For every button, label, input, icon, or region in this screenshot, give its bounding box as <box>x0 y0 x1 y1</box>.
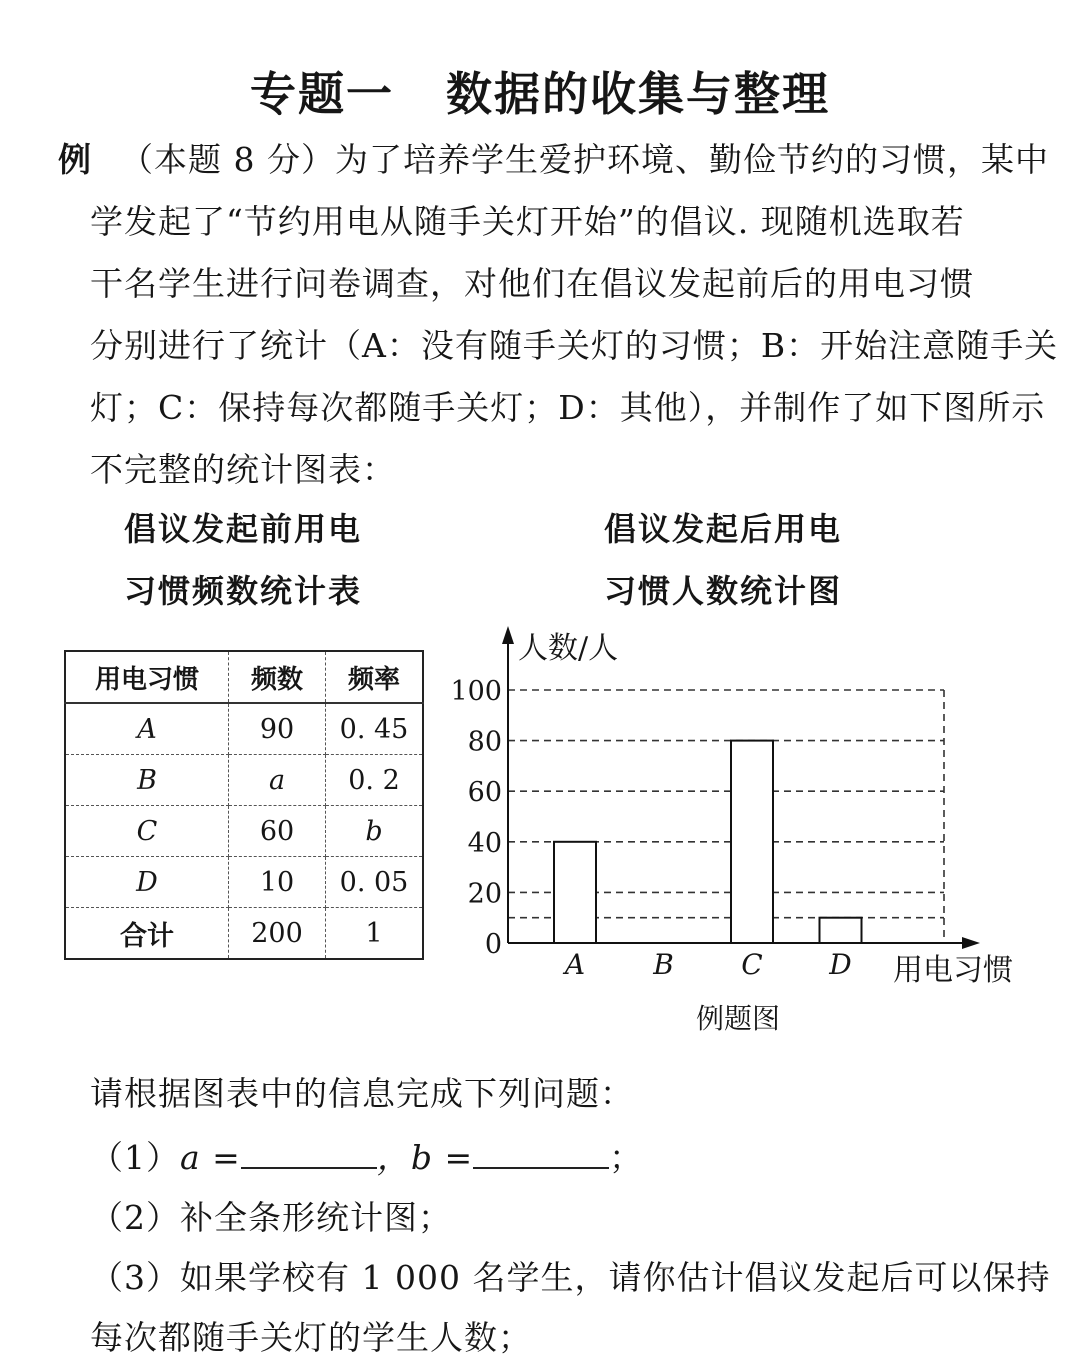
question-3-line-1: （3）如果学校有 1 000 名学生，请你估计倡议发起后可以保持 <box>90 1258 1051 1297</box>
chart-figure-caption: 例题图 <box>695 1002 781 1035</box>
example-line-4: 分别进行了统计（A：没有随手关灯的习惯；B：开始注意随手关 <box>90 326 1059 365</box>
example-label: 例 <box>58 140 92 179</box>
example-line-2: 学发起了“节约用电从随手关灯开始”的倡议. 现随机选取若 <box>90 202 965 241</box>
example-line-5: 灯；C：保持每次都随手关灯；D：其他），并制作了如下图所示 <box>90 388 1046 427</box>
bar-A <box>554 842 596 943</box>
table-cell: 90 <box>229 703 326 755</box>
table-header-cell: 频率 <box>326 651 424 703</box>
table-cell: b <box>326 806 424 857</box>
y-tick-label: 80 <box>467 726 502 758</box>
question-1 <box>90 1132 643 1179</box>
answer-blank-b[interactable] <box>473 1139 609 1169</box>
bar-C <box>731 741 773 943</box>
question-1-a-label: a = <box>180 1138 241 1177</box>
example-line-3: 干名学生进行问卷调查，对他们在倡议发起前后的用电习惯 <box>90 264 974 303</box>
x-tick-label: D <box>829 948 852 981</box>
table-cell: C <box>65 806 229 857</box>
question-1-number: （1） <box>90 1138 180 1177</box>
question-1-b-label: ，b = <box>376 1138 474 1177</box>
x-tick-label: B <box>653 948 674 981</box>
x-axis-label: 用电习惯 <box>893 953 1013 988</box>
x-tick-label: A <box>564 948 586 981</box>
table-cell: 1 <box>326 908 424 960</box>
questions-intro: 请根据图表中的信息完成下列问题： <box>90 1074 634 1113</box>
y-tick-label: 60 <box>467 777 502 809</box>
question-3-line-2: 每次都随手关灯的学生人数； <box>90 1318 532 1357</box>
table-caption-line-2: 习惯频数统计表 <box>124 572 363 610</box>
page-title: 专题一 数据的收集与整理 <box>249 67 830 121</box>
table-cell: 0. 2 <box>326 755 424 806</box>
example-line-1: （本题 8 分）为了培养学生爱护环境、勤俭节约的习惯，某中 <box>120 140 1049 179</box>
table-cell: A <box>65 703 229 755</box>
table-cell: 10 <box>229 857 326 908</box>
table-cell: 200 <box>229 908 326 960</box>
chart-caption-line-2: 习惯人数统计图 <box>604 572 843 610</box>
y-tick-label: 20 <box>467 878 502 910</box>
table-header-cell: 用电习惯 <box>65 651 229 703</box>
table-caption-line-1: 倡议发起前用电 <box>124 510 363 548</box>
table-cell: a <box>229 755 326 806</box>
bar-D <box>820 918 862 943</box>
table-header-cell: 频数 <box>229 651 326 703</box>
x-tick-label: C <box>741 948 763 981</box>
y-tick-label: 100 <box>450 676 502 707</box>
table-cell: 0. 45 <box>326 703 424 755</box>
table-cell: B <box>65 755 229 806</box>
y-tick-label: 0 <box>484 929 502 960</box>
x-axis-arrow <box>962 937 980 949</box>
question-2: （2）补全条形统计图； <box>90 1198 452 1237</box>
y-axis-label: 人数/人 <box>518 631 619 666</box>
y-axis-arrow <box>502 626 514 644</box>
question-1-end: ； <box>609 1138 644 1177</box>
table-cell: 合计 <box>65 908 229 960</box>
table-cell: 0. 05 <box>326 857 424 908</box>
answer-blank-a[interactable] <box>241 1139 377 1169</box>
table-cell: 60 <box>229 806 326 857</box>
table-cell: D <box>65 857 229 908</box>
y-tick-label: 40 <box>467 827 502 859</box>
example-line-6: 不完整的统计图表： <box>90 450 396 489</box>
chart-caption-line-1: 倡议发起后用电 <box>604 510 843 548</box>
